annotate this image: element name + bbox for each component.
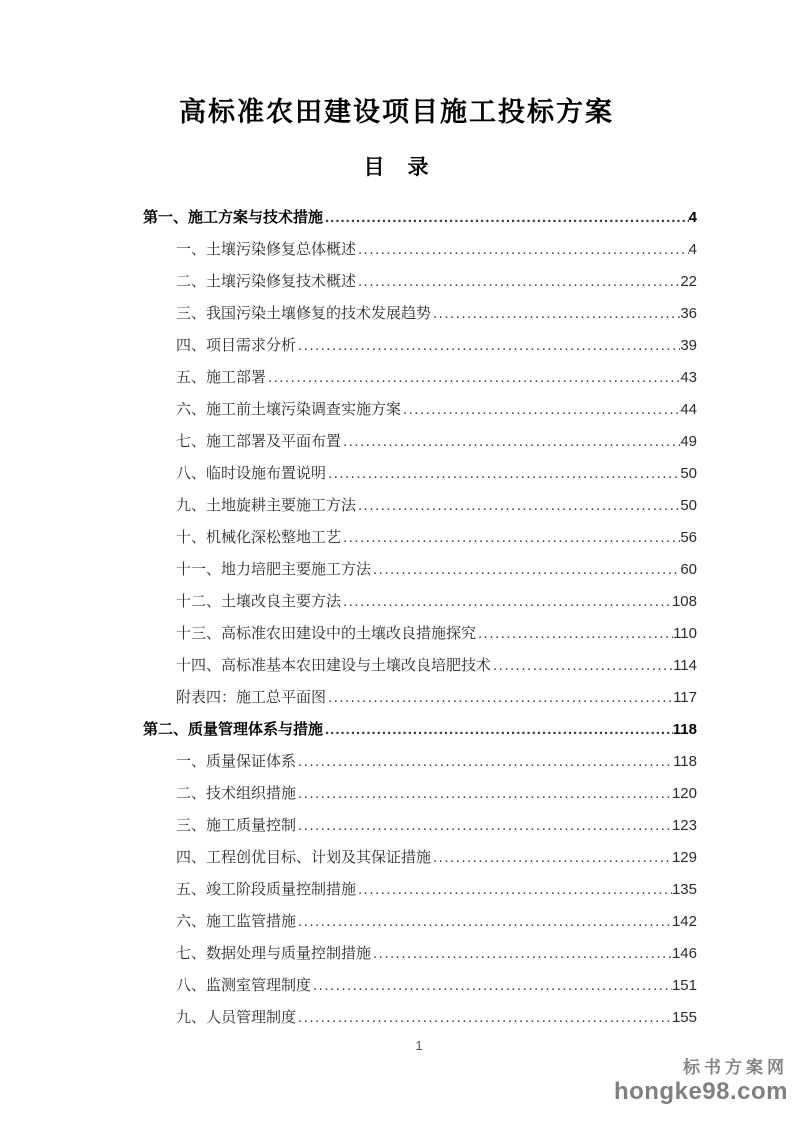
toc-entry-page: 39 — [680, 337, 697, 354]
toc-entry[interactable] — [143, 238, 697, 270]
watermark-site-name: 标书方案网 — [683, 1058, 788, 1077]
toc-entry[interactable] — [143, 430, 697, 462]
toc-dot-leader — [356, 881, 672, 898]
toc-dot-leader — [371, 945, 672, 962]
toc-entry-label: 二、土壤污染修复技术概述 — [176, 273, 357, 290]
toc-entry-page: 49 — [680, 433, 697, 450]
toc-entry-label: 一、质量保证体系 — [176, 753, 297, 770]
toc-entry[interactable] — [143, 1006, 697, 1038]
toc-entry-page: 117 — [673, 689, 697, 706]
toc-entry-page: 120 — [671, 785, 697, 802]
toc-dot-leader — [356, 497, 680, 514]
toc-entry[interactable] — [143, 654, 697, 686]
toc-entry-page: 60 — [680, 561, 697, 578]
toc-entry-label: 十二、土壤改良主要方法 — [176, 593, 342, 610]
toc-entry-label: 九、土地旋耕主要施工方法 — [176, 497, 357, 514]
toc-entry-label: 六、施工监管措施 — [176, 913, 297, 930]
toc-dot-leader — [371, 561, 680, 578]
toc-entry-label: 十一、地力培肥主要施工方法 — [176, 561, 372, 578]
toc-dot-leader — [296, 913, 672, 930]
toc-entry[interactable] — [143, 302, 697, 334]
toc-entry[interactable] — [143, 398, 697, 430]
toc-entry-page: 142 — [671, 913, 697, 930]
toc-entry-label: 十四、高标准基本农田建设与土壤改良培肥技术 — [176, 657, 492, 674]
toc-heading: 目 录 — [363, 156, 430, 179]
toc-entry-label: 八、临时设施布置说明 — [176, 465, 327, 482]
toc-entry-label: 第二、质量管理体系与措施 — [143, 721, 324, 738]
toc-entry-label: 五、竣工阶段质量控制措施 — [176, 881, 357, 898]
toc-dot-leader — [341, 529, 680, 546]
toc-entry-label: 四、工程创优目标、计划及其保证措施 — [176, 849, 432, 866]
toc-entry-label: 附表四：施工总平面图 — [176, 689, 327, 706]
toc-dot-leader — [311, 977, 672, 994]
toc-entry[interactable] — [143, 590, 697, 622]
toc-entry[interactable] — [143, 942, 697, 974]
toc-entry-label: 第一、施工方案与技术措施 — [143, 209, 324, 226]
toc-dot-leader — [296, 337, 680, 354]
toc-entry[interactable] — [143, 782, 697, 814]
toc-entry-label: 七、施工部署及平面布置 — [176, 433, 342, 450]
toc-entry-label: 三、我国污染土壤修复的技术发展趋势 — [176, 305, 432, 322]
toc-entry-page: 118 — [673, 753, 697, 770]
toc-dot-leader — [356, 241, 689, 258]
toc-entry-page: 123 — [671, 817, 697, 834]
toc-entry-page: 151 — [671, 977, 697, 994]
toc-entry-page: 146 — [671, 945, 697, 962]
toc-entry-label: 三、施工质量控制 — [176, 817, 297, 834]
toc-dot-leader — [431, 305, 680, 322]
toc-entry-page: 50 — [680, 497, 697, 514]
toc-dot-leader — [356, 273, 680, 290]
toc-entry[interactable] — [143, 526, 697, 558]
toc-entry[interactable] — [143, 750, 697, 782]
toc-entry-page: 4 — [688, 241, 697, 258]
toc-entry-label: 十、机械化深松整地工艺 — [176, 529, 342, 546]
toc-entry[interactable] — [143, 494, 697, 526]
toc-entry-label: 九、人员管理制度 — [176, 1009, 297, 1026]
toc-entry-page: 22 — [680, 273, 697, 290]
toc-entry[interactable] — [143, 846, 697, 878]
watermark-site-url: hongke98.com — [613, 1078, 788, 1106]
toc-entry-label: 五、施工部署 — [176, 369, 267, 386]
toc-dot-leader — [341, 433, 680, 450]
toc-entry-label: 六、施工前土壤污染调查实施方案 — [176, 401, 402, 418]
toc-dot-leader — [341, 593, 672, 610]
toc-dot-leader — [401, 401, 680, 418]
toc-entry[interactable] — [143, 462, 697, 494]
toc-entry-label: 八、监测室管理制度 — [176, 977, 312, 994]
toc-dot-leader — [491, 657, 673, 674]
toc-entry-page: 110 — [673, 625, 697, 642]
toc-entry[interactable] — [143, 334, 697, 366]
toc-entry[interactable] — [143, 814, 697, 846]
toc-entry-page: 108 — [671, 593, 697, 610]
toc-entry-page: 50 — [680, 465, 697, 482]
toc-entry-page: 36 — [680, 305, 697, 322]
toc-dot-leader — [296, 817, 672, 834]
toc-dot-leader — [476, 625, 673, 642]
toc-dot-leader — [326, 465, 680, 482]
toc-dot-leader — [296, 1009, 672, 1026]
toc-entry-label: 七、数据处理与质量控制措施 — [176, 945, 372, 962]
toc-entry[interactable] — [143, 270, 697, 302]
toc-entry[interactable] — [143, 718, 697, 750]
toc-dot-leader — [323, 209, 689, 226]
toc-entry-page: 43 — [680, 369, 697, 386]
toc-entry-page: 129 — [671, 849, 697, 866]
toc-entry[interactable] — [143, 974, 697, 1006]
table-of-contents — [143, 206, 697, 1038]
toc-entry-label: 四、项目需求分析 — [176, 337, 297, 354]
toc-entry[interactable] — [143, 686, 697, 718]
toc-entry-label: 十三、高标准农田建设中的土壤改良措施探究 — [176, 625, 477, 642]
toc-dot-leader — [296, 753, 673, 770]
toc-entry[interactable] — [143, 206, 697, 238]
page-number: 1 — [415, 1038, 423, 1053]
toc-entry[interactable] — [143, 558, 697, 590]
toc-entry-label: 一、土壤污染修复总体概述 — [176, 241, 357, 258]
document-title: 高标准农田建设项目施工投标方案 — [179, 97, 614, 127]
toc-entry-page: 56 — [680, 529, 697, 546]
toc-entry-page: 44 — [680, 401, 697, 418]
toc-dot-leader — [266, 369, 680, 386]
toc-entry-page: 4 — [688, 209, 697, 226]
toc-entry[interactable] — [143, 910, 697, 942]
toc-dot-leader — [323, 721, 673, 738]
toc-entry-page: 118 — [672, 721, 697, 738]
toc-entry[interactable] — [143, 366, 697, 398]
toc-entry[interactable] — [143, 622, 697, 654]
toc-entry-page: 114 — [673, 657, 697, 674]
watermark — [614, 1058, 788, 1107]
toc-entry-page: 155 — [671, 1009, 697, 1026]
toc-entry-page: 135 — [671, 881, 697, 898]
toc-dot-leader — [326, 689, 673, 706]
toc-entry-label: 二、技术组织措施 — [176, 785, 297, 802]
toc-dot-leader — [296, 785, 672, 802]
toc-dot-leader — [431, 849, 672, 866]
toc-entry[interactable] — [143, 878, 697, 910]
